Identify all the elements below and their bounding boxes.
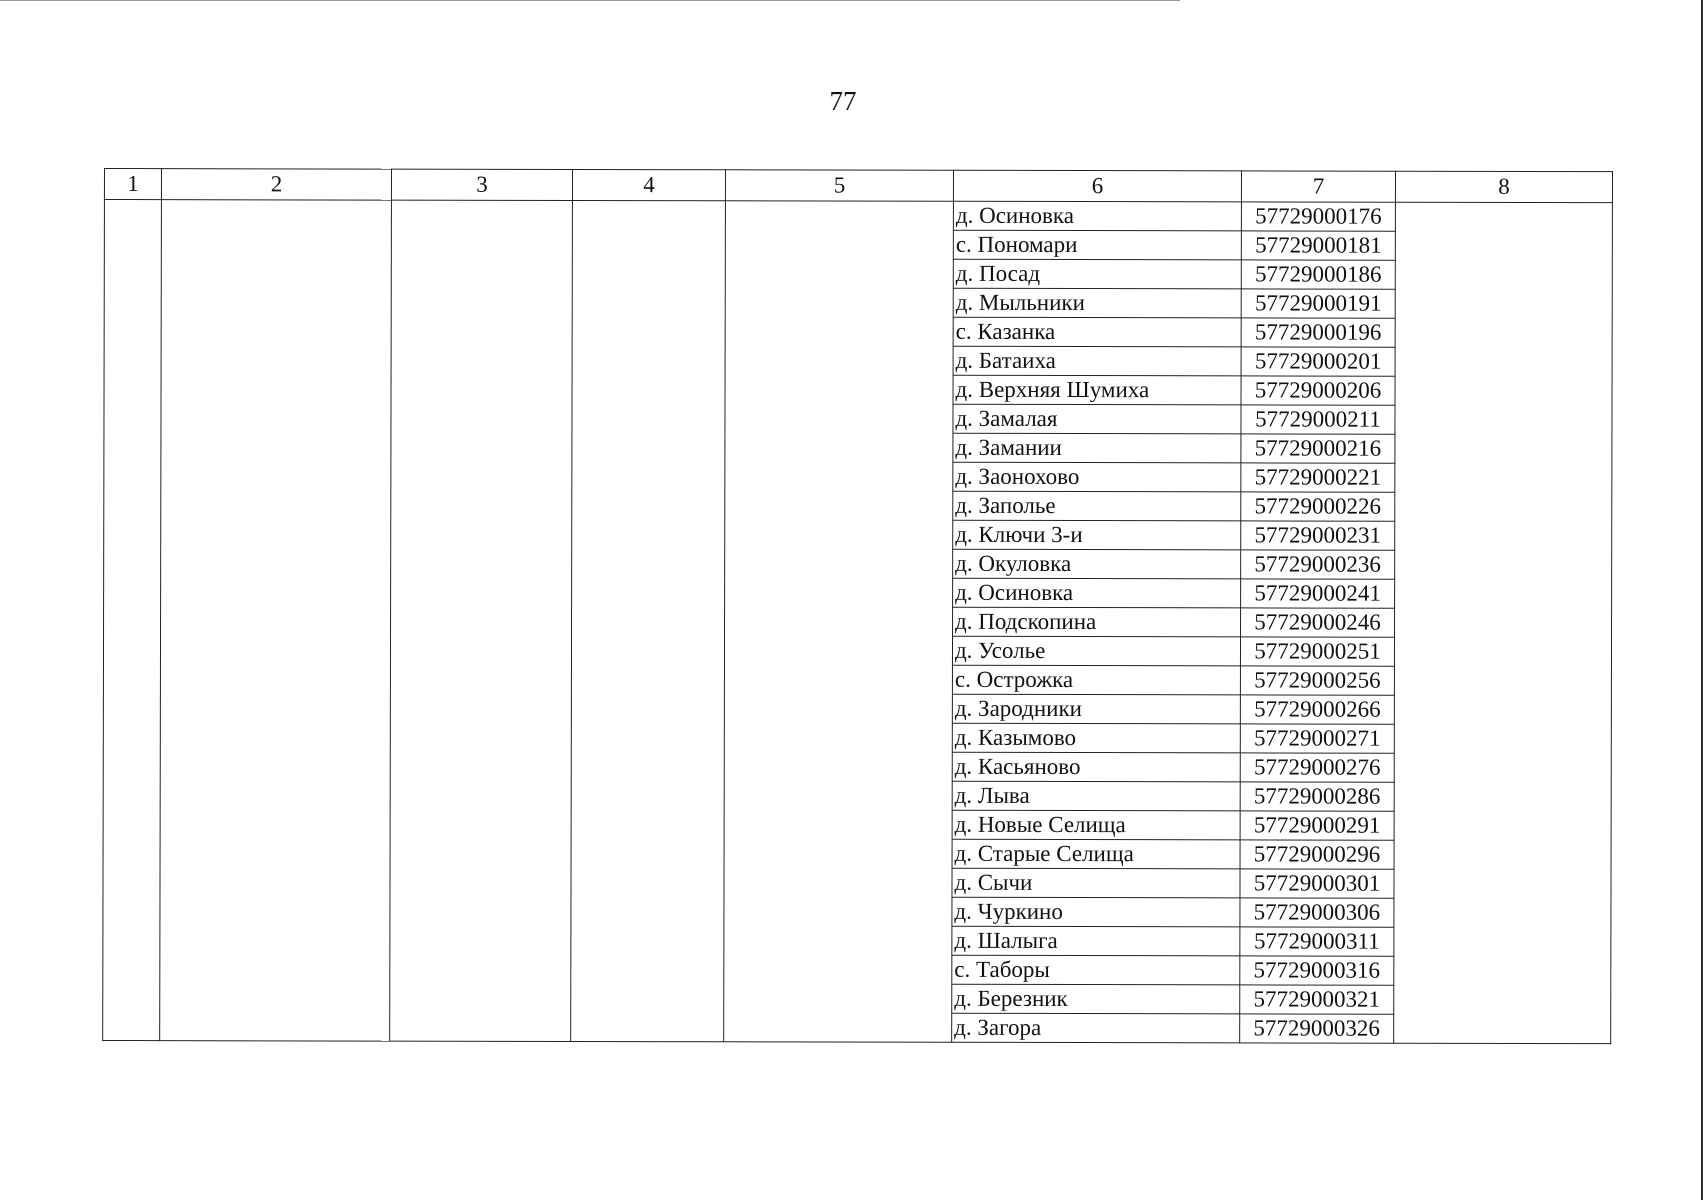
oktmo-code-cell: 57729000301: [1240, 869, 1394, 898]
empty-merged-cell: [1394, 202, 1613, 1043]
oktmo-code-cell: 57729000326: [1240, 1014, 1394, 1043]
settlement-name-cell: д. Усолье: [952, 636, 1240, 666]
oktmo-code-cell: 57729000306: [1240, 898, 1394, 927]
empty-merged-cell: [724, 201, 954, 1042]
settlement-name-cell: д. Верхняя Шумиха: [953, 375, 1241, 405]
settlements-table: [102, 168, 1613, 1044]
column-header: 2: [161, 169, 391, 200]
oktmo-code-cell: 57729000226: [1241, 492, 1395, 521]
oktmo-code-cell: 57729000191: [1241, 289, 1395, 318]
oktmo-code-cell: 57729000206: [1241, 376, 1395, 405]
oktmo-code-cell: 57729000221: [1241, 463, 1395, 492]
settlement-name-cell: д. Новые Селища: [952, 810, 1240, 840]
oktmo-code-cell: 57729000316: [1240, 956, 1394, 985]
oktmo-code-cell: 57729000286: [1240, 782, 1394, 811]
page-number-text: 77: [829, 86, 857, 116]
oktmo-code-cell: 57729000176: [1241, 202, 1395, 231]
empty-merged-cell: [160, 200, 392, 1041]
column-header: 8: [1395, 171, 1612, 202]
oktmo-code-cell: 57729000256: [1240, 666, 1394, 695]
empty-merged-cell: [571, 200, 726, 1041]
settlement-name-cell: д. Заонохово: [953, 462, 1241, 492]
oktmo-code-cell: 57729000311: [1240, 927, 1394, 956]
oktmo-code-cell: 57729000211: [1241, 405, 1395, 434]
settlement-name-cell: д. Чуркино: [952, 897, 1240, 927]
oktmo-code-cell: 57729000196: [1241, 318, 1395, 347]
column-header: 6: [953, 170, 1241, 202]
scan-edge-line: [900, 0, 1175, 1]
table-body: [103, 200, 1613, 1044]
column-header: 5: [725, 170, 953, 201]
oktmo-code-cell: 57729000181: [1241, 231, 1395, 260]
oktmo-code-cell: 57729000251: [1240, 637, 1394, 666]
table-row: [104, 200, 1612, 232]
settlement-name-cell: д. Березник: [952, 984, 1240, 1014]
column-header: 4: [572, 169, 725, 200]
oktmo-code-cell: 57729000271: [1240, 724, 1394, 753]
settlement-name-cell: с. Таборы: [952, 955, 1240, 985]
settlement-name-cell: д. Батаиха: [953, 346, 1241, 376]
oktmo-code-cell: 57729000186: [1241, 260, 1395, 289]
settlement-name-cell: д. Зародники: [952, 694, 1240, 724]
settlement-name-cell: д. Казымово: [952, 723, 1240, 753]
settlement-name-cell: д. Заполье: [953, 491, 1241, 521]
settlement-name-cell: д. Шалыга: [952, 926, 1240, 956]
settlement-name-cell: д. Осиновка: [953, 201, 1241, 231]
column-header: 7: [1241, 171, 1395, 202]
oktmo-code-cell: 57729000321: [1240, 985, 1394, 1014]
oktmo-code-cell: 57729000216: [1241, 434, 1395, 463]
settlement-name-cell: д. Старые Селища: [952, 839, 1240, 869]
settlement-name-cell: д. Подскопина: [953, 607, 1241, 637]
empty-merged-cell: [103, 200, 162, 1041]
oktmo-code-cell: 57729000291: [1240, 811, 1394, 840]
oktmo-code-cell: 57729000266: [1240, 695, 1394, 724]
settlement-name-cell: д. Замалая: [953, 404, 1241, 434]
settlement-name-cell: д. Замании: [953, 433, 1241, 463]
oktmo-code-cell: 57729000236: [1241, 550, 1395, 579]
oktmo-code-cell: 57729000231: [1241, 521, 1395, 550]
settlement-name-cell: с. Пономари: [953, 230, 1241, 260]
oktmo-code-cell: 57729000246: [1241, 608, 1395, 637]
oktmo-code-cell: 57729000201: [1241, 347, 1395, 376]
settlement-name-cell: д. Сычи: [952, 868, 1240, 898]
oktmo-code-cell: 57729000276: [1240, 753, 1394, 782]
settlement-name-cell: с. Казанка: [953, 317, 1241, 347]
settlement-name-cell: д. Осиновка: [953, 578, 1241, 608]
column-header: 1: [104, 169, 161, 200]
header-row: [104, 169, 1612, 203]
oktmo-code-cell: 57729000296: [1240, 840, 1394, 869]
settlement-name-cell: с. Острожка: [952, 665, 1240, 695]
settlement-name-cell: д. Окуловка: [953, 549, 1241, 579]
empty-merged-cell: [390, 200, 573, 1041]
column-header: 3: [391, 169, 572, 200]
settlement-name-cell: д. Лыва: [952, 781, 1240, 811]
oktmo-code-cell: 57729000241: [1241, 579, 1395, 608]
settlement-name-cell: д. Загора: [952, 1013, 1240, 1043]
settlement-name-cell: д. Ключи 3-и: [953, 520, 1241, 550]
settlement-name-cell: д. Мыльники: [953, 288, 1241, 318]
settlement-name-cell: д. Касьяново: [952, 752, 1240, 782]
settlement-name-cell: д. Посад: [953, 259, 1241, 289]
